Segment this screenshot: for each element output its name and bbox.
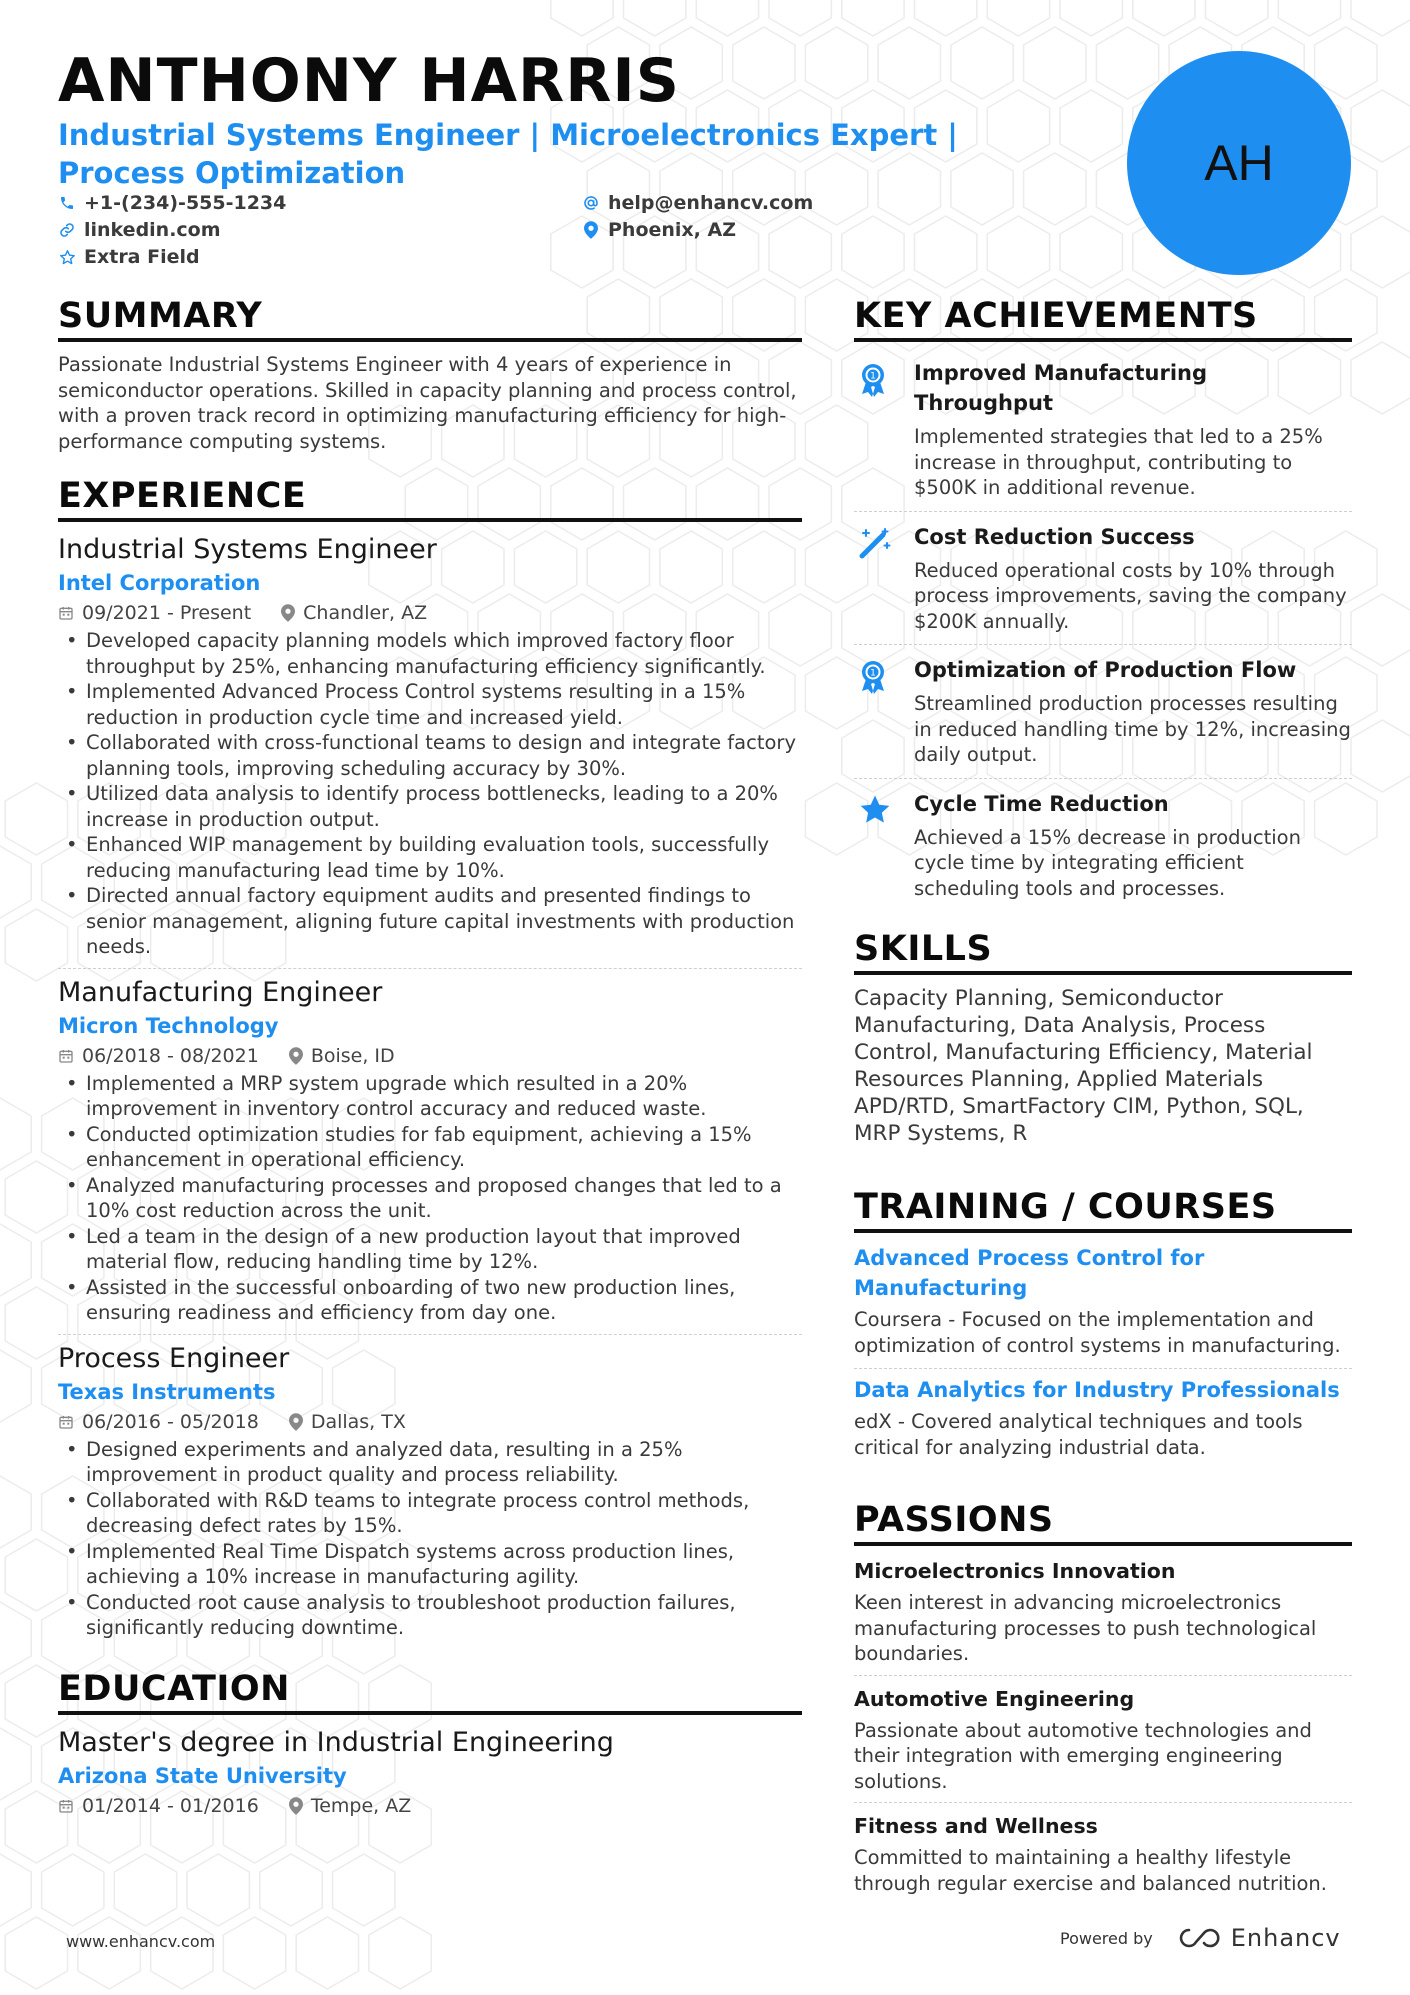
summary-text: Passionate Industrial Systems Engineer with 4 years of experience in semiconductor operations. Skilled in capacity planning and process control, with a proven track record in optimizing manufacturing efficiency for high-performance computing systems.	[58, 353, 797, 453]
enhancv-logo-icon	[1177, 1926, 1223, 1950]
hexagon-shape	[915, 216, 977, 288]
degree-title: Master's degree in Industrial Engineering	[58, 1726, 614, 1758]
job-bullets	[58, 628, 802, 960]
email-text: help@enhancv.com	[608, 192, 814, 214]
achievement-title: Cost Reduction Success	[914, 524, 1195, 549]
hexagon-shape	[1060, 90, 1122, 162]
job-title: Manufacturing Engineer	[58, 976, 383, 1008]
bullet-item: • Developed capacity planning models which improved factory floor throughput by 25%, enhancing manufacturing efficiency significantly.	[58, 628, 802, 679]
contact-phone[interactable]	[58, 192, 286, 214]
bullet-item: • Conducted optimization studies for fab equipment, achieving a 15% enhancement in operational efficiency.	[58, 1122, 802, 1173]
left-column	[58, 296, 802, 1835]
job-meta	[58, 1041, 802, 1071]
footer-website[interactable]: www.enhancv.com	[66, 1932, 216, 1951]
star-icon	[854, 789, 914, 902]
skills-heading: SKILLS	[854, 929, 1352, 975]
hexagon-shape	[1060, 216, 1122, 288]
hexagon-shape	[114, 1854, 176, 1926]
education-entry	[58, 1725, 802, 1829]
achievement-description: Streamlined production processes resulting in reduced handling time by 12%, increasing daily output.	[914, 692, 1351, 766]
hexagon-shape	[987, 216, 1049, 288]
summary-heading: SUMMARY	[58, 296, 802, 342]
course-title[interactable]: Advanced Process Control for Manufacturing	[854, 1246, 1205, 1300]
achievement-title: Optimization of Production Flow	[914, 658, 1297, 682]
location-pin-icon	[289, 1413, 303, 1431]
bullet-item: • Utilized data analysis to identify process bottlenecks, leading to a 20% increase in production output.	[58, 781, 802, 832]
bullet-item: • Directed annual factory equipment audits and presented findings to senior management, aligning future capital investments with production needs.	[58, 883, 802, 960]
bullet-item: • Implemented Advanced Process Control systems resulting in a 15% reduction in production cycle time and increased yield.	[58, 679, 802, 730]
award-icon	[854, 358, 914, 501]
company-name[interactable]: Texas Instruments	[58, 1379, 276, 1404]
job-dates: 06/2018 - 08/2021	[82, 1044, 259, 1067]
experience-entry	[58, 532, 802, 969]
phone-text: +1-(234)-555-1234	[84, 192, 287, 214]
contact-location	[582, 219, 736, 241]
hexagon-shape	[1206, 0, 1268, 36]
location-text: Phoenix, AZ	[608, 219, 736, 241]
candidate-headline: Industrial Systems Engineer | Microelectronics Expert | Process Optimization	[58, 118, 958, 190]
bullet-item: • Led a team in the design of a new production layout that improved material flow, reducing handling time by 12%.	[58, 1224, 802, 1275]
svg-text:1: 1	[870, 668, 876, 679]
job-bullets	[58, 1071, 802, 1326]
job-title: Process Engineer	[58, 1342, 290, 1374]
footer-brand[interactable]	[1060, 1924, 1341, 1952]
bullet-item: • Enhanced WIP management by building evaluation tools, successfully reducing manufacturing lead time by 10%.	[58, 832, 802, 883]
passion-item	[854, 1556, 1352, 1676]
hexagon-shape	[1351, 90, 1410, 162]
bullet-item: • Designed experiments and analyzed data, resulting in a 25% improvement in product quality and process reliability.	[58, 1437, 802, 1488]
hexagon-shape	[260, 1854, 322, 1926]
hexagon-shape	[0, 1098, 31, 1170]
hexagon-shape	[0, 1350, 31, 1422]
achievement-item	[854, 783, 1352, 912]
training-heading: TRAINING / COURSES	[854, 1187, 1352, 1233]
hexagon-shape	[842, 0, 904, 36]
passion-description: Keen interest in advancing microelectronics manufacturing processes to push technological boundaries.	[854, 1591, 1317, 1665]
achievement-item	[854, 649, 1352, 779]
calendar-icon	[58, 605, 74, 621]
hexagon-shape	[0, 1602, 31, 1674]
at-icon	[582, 194, 600, 212]
job-meta	[58, 1407, 802, 1437]
bullet-item: • Implemented Real Time Dispatch systems across production lines, achieving a 10% increase in manufacturing agility.	[58, 1539, 802, 1590]
hexagon-shape	[1315, 27, 1377, 99]
contact-linkedin[interactable]	[58, 219, 221, 241]
phone-icon	[58, 194, 76, 212]
key-achievements-heading: KEY ACHIEVEMENTS	[854, 296, 1352, 342]
passion-title: Fitness and Wellness	[854, 1814, 1098, 1838]
hexagon-shape	[1133, 0, 1195, 36]
extra-field-text: Extra Field	[84, 246, 200, 268]
passion-item	[854, 1811, 1352, 1904]
hexagon-shape	[1096, 27, 1158, 99]
achievement-description: Implemented strategies that led to a 25% increase in throughput, contributing to $500K in additional revenue.	[914, 425, 1323, 499]
hexagon-shape	[296, 1917, 358, 1989]
achievement-item	[854, 516, 1352, 646]
hexagon-shape	[369, 1917, 431, 1989]
passion-title: Automotive Engineering	[854, 1686, 1135, 1711]
hexagon-shape	[5, 1917, 67, 1989]
location-pin-icon	[289, 1797, 303, 1815]
hexagon-shape	[987, 0, 1049, 36]
hexagon-shape	[1351, 0, 1410, 36]
linkedin-text: linkedin.com	[84, 219, 221, 241]
hexagon-shape	[915, 0, 977, 36]
course-title[interactable]: Data Analytics for Industry Professionals	[854, 1378, 1340, 1402]
job-dates: 06/2016 - 05/2018	[82, 1410, 259, 1433]
svg-text:1: 1	[870, 371, 876, 382]
experience-heading: EXPERIENCE	[58, 476, 802, 522]
hexagon-shape	[223, 1917, 285, 1989]
passion-description: Committed to maintaining a healthy lifestyle through regular exercise and balanced nutrition.	[854, 1846, 1327, 1895]
bullet-item: • Collaborated with R&D teams to integrate process control methods, decreasing defect rates by 15%.	[58, 1488, 802, 1539]
contact-info	[58, 192, 818, 278]
course-description: edX - Covered analytical techniques and tools critical for analyzing industrial data.	[854, 1410, 1303, 1459]
job-location: Chandler, AZ	[303, 602, 428, 624]
bullet-item: • Conducted root cause analysis to troubleshoot production failures, significantly reducing downtime.	[58, 1590, 802, 1641]
award-icon	[854, 655, 914, 768]
bullet-item: • Collaborated with cross-functional teams to design and integrate factory planning tools, improving scheduling accuracy by 30%.	[58, 730, 802, 781]
job-title: Industrial Systems Engineer	[58, 534, 437, 565]
company-name[interactable]: Micron Technology	[58, 1013, 279, 1038]
course-item	[854, 1243, 1352, 1369]
passions-heading: PASSIONS	[854, 1500, 1352, 1546]
bullet-item: • Implemented a MRP system upgrade which resulted in a 20% improvement in inventory control accuracy and reduced waste.	[58, 1071, 802, 1122]
hexagon-shape	[1351, 594, 1410, 666]
passion-title: Microelectronics Innovation	[854, 1559, 1176, 1583]
hexagon-shape	[0, 1854, 31, 1926]
achievement-item	[854, 352, 1352, 512]
hexagon-shape	[187, 1854, 249, 1926]
achievement-title: Cycle Time Reduction	[914, 791, 1169, 816]
hexagon-shape	[551, 0, 613, 36]
education-meta	[58, 1791, 802, 1821]
passion-item	[854, 1684, 1352, 1804]
hexagon-shape	[0, 1476, 31, 1548]
star-outline-icon	[58, 248, 76, 266]
achievement-description: Achieved a 15% decrease in production cycle time by integrating efficient scheduling tools and processes.	[914, 825, 1301, 900]
hexagon-shape	[0, 1224, 31, 1296]
brand-name: Enhancv	[1230, 1924, 1341, 1952]
hexagon-shape	[805, 27, 867, 99]
company-name[interactable]: Intel Corporation	[58, 571, 261, 595]
hexagon-shape	[42, 1854, 104, 1926]
powered-by-label: Powered by	[1060, 1928, 1153, 1948]
calendar-icon	[58, 1048, 74, 1064]
hexagon-shape	[1351, 342, 1410, 414]
school-name[interactable]: Arizona State University	[58, 1763, 347, 1788]
hexagon-shape	[733, 27, 795, 99]
skills-list: Capacity Planning, Semiconductor Manufacturing, Data Analysis, Process Control, Manufacturing Efficiency, Material Resources Planning, Applied Materials APD/RTD, SmartFactory CIM, Python, SQL, MRP Systems, R	[854, 986, 1313, 1146]
hexagon-shape	[1060, 0, 1122, 36]
passion-description: Passionate about automotive technologies and their integration with emerging engineering solutions.	[854, 1718, 1312, 1793]
hexagon-shape	[1024, 27, 1086, 99]
calendar-icon	[58, 1414, 74, 1430]
location-pin-icon	[281, 604, 295, 622]
hexagon-shape	[842, 216, 904, 288]
avatar	[1127, 51, 1351, 275]
education-heading: EDUCATION	[58, 1669, 802, 1715]
hexagon-shape	[624, 0, 686, 36]
bullet-item: • Analyzed manufacturing processes and proposed changes that led to a 10% cost reduction across the unit.	[58, 1173, 802, 1224]
experience-entry	[58, 975, 802, 1335]
hexagon-shape	[333, 1854, 395, 1926]
hexagon-shape	[696, 0, 758, 36]
hexagon-shape	[1278, 0, 1340, 36]
job-meta	[58, 598, 802, 628]
location-pin-icon	[289, 1047, 303, 1065]
course-item	[854, 1375, 1352, 1470]
job-location: Boise, ID	[310, 1044, 395, 1067]
contact-email[interactable]	[582, 192, 813, 214]
location-pin-icon	[582, 221, 600, 239]
job-location: Dallas, TX	[310, 1410, 406, 1433]
hexagon-shape	[1351, 720, 1410, 792]
hexagon-shape	[78, 1917, 140, 1989]
education-dates: 01/2014 - 01/2016	[82, 1794, 259, 1817]
calendar-icon	[58, 1798, 74, 1814]
education-location: Tempe, AZ	[310, 1794, 412, 1817]
job-dates: 09/2021 - Present	[82, 602, 252, 624]
avatar-initials: AH	[1204, 135, 1274, 191]
hexagon-shape	[769, 0, 831, 36]
hexagon-shape	[0, 846, 31, 918]
hexagon-shape	[878, 27, 940, 99]
job-bullets	[58, 1437, 802, 1641]
achievement-description: Reduced operational costs by 10% through process improvements, saving the company $200K annually.	[914, 558, 1347, 633]
hexagon-shape	[151, 1917, 213, 1989]
hexagon-shape	[1351, 216, 1410, 288]
bullet-item: • Assisted in the successful onboarding of two new production lines, ensuring readiness and efficiency from day one.	[58, 1275, 802, 1326]
candidate-name: ANTHONY HARRIS	[58, 46, 680, 116]
contact-extra	[58, 246, 200, 268]
experience-entry	[58, 1341, 802, 1649]
magic-wand-icon	[854, 522, 914, 635]
hexagon-shape	[951, 27, 1013, 99]
achievement-title: Improved Manufacturing Throughput	[914, 361, 1208, 415]
right-column	[854, 296, 1352, 1904]
hexagon-shape	[0, 1728, 31, 1800]
course-description: Coursera - Focused on the implementation and optimization of control systems in manufacturing.	[854, 1308, 1341, 1357]
link-icon	[58, 221, 76, 239]
